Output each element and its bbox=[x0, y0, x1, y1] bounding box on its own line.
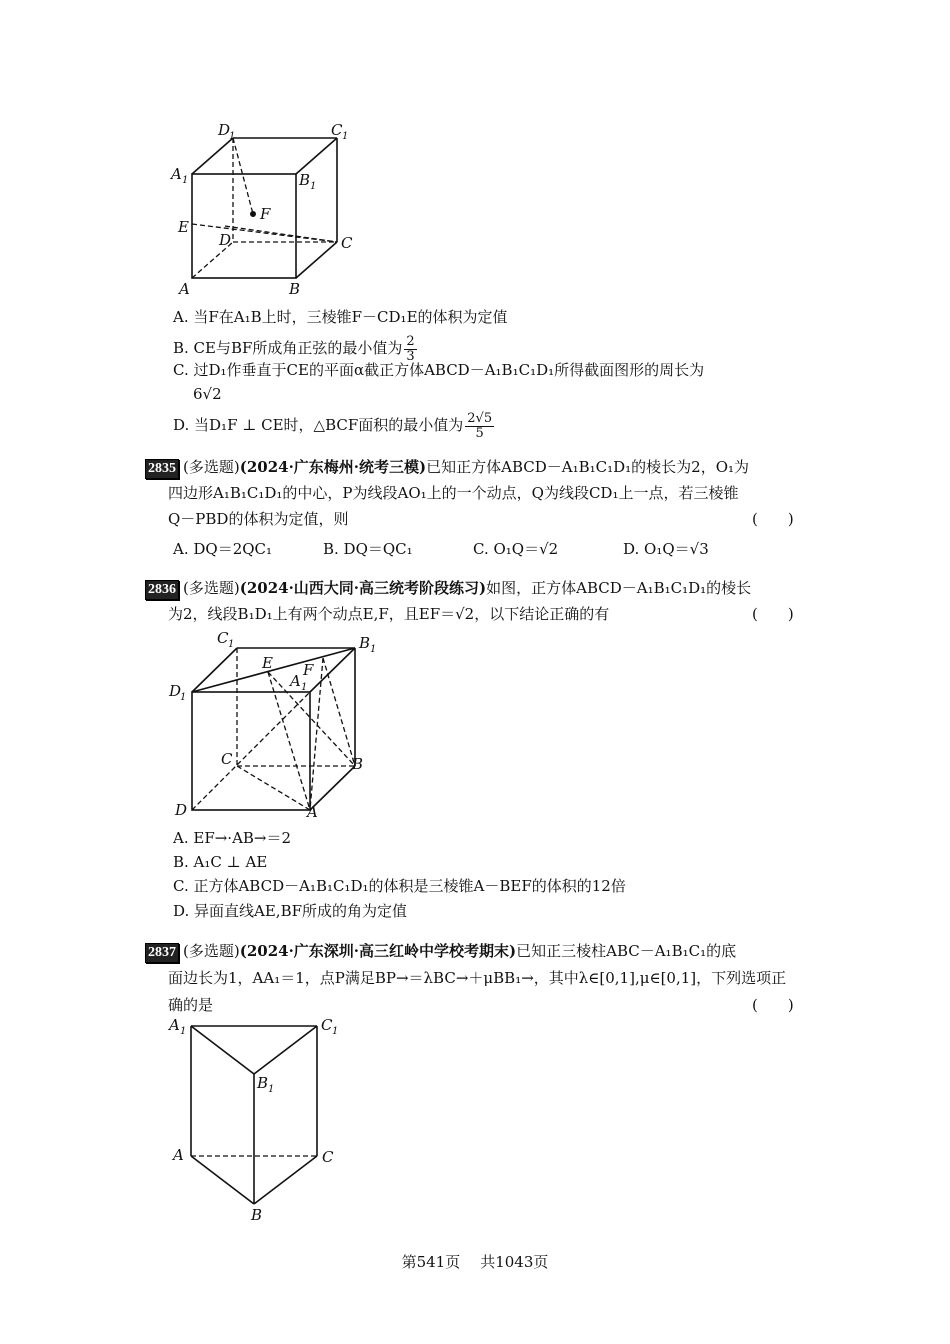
label-c1-sub: 1 bbox=[228, 639, 235, 650]
frac-num: 2 bbox=[406, 333, 415, 349]
question-source: (2024·山西大同·高三统考阶段练习) bbox=[239, 579, 487, 597]
label-f: F bbox=[260, 205, 271, 223]
label-a1: A bbox=[290, 672, 301, 690]
label-d: D bbox=[219, 231, 232, 249]
figure-prism bbox=[165, 1014, 355, 1224]
question-source: (2024·广东深圳·高三红岭中学校考期末) bbox=[239, 942, 517, 960]
label-c1-sub: 1 bbox=[332, 1026, 339, 1037]
label-b1: B bbox=[257, 1074, 269, 1092]
label-b1: B bbox=[359, 634, 371, 652]
label-b: B bbox=[251, 1206, 263, 1224]
q2837-line-2: 面边长为1，AA₁＝1，点P满足BP→＝λBC→＋μBB₁→，其中λ∈[0,1],μ∈[0,1]，下列选项正 bbox=[168, 969, 787, 987]
q2834-option-c-cont: 6√2 bbox=[193, 385, 222, 403]
label-a: A bbox=[179, 280, 190, 298]
q2834-option-d-text: D. 当D₁F ⊥ CE时，△BCF面积的最小值为 bbox=[173, 416, 464, 434]
page-footer bbox=[0, 1251, 950, 1272]
label-b1-sub: 1 bbox=[268, 1084, 275, 1095]
label-c1: C bbox=[321, 1016, 333, 1034]
label-d1: D bbox=[169, 682, 182, 700]
label-a1-sub: 1 bbox=[180, 1026, 187, 1037]
label-d1: D bbox=[218, 121, 231, 139]
q2835-option-a: A. DQ＝2QC₁ bbox=[173, 540, 273, 558]
question-number-badge: 2835 bbox=[145, 459, 179, 479]
frac-den: 3 bbox=[406, 348, 415, 364]
label-d1-sub: 1 bbox=[229, 131, 236, 142]
question-text: 已知正方体ABCD－A₁B₁C₁D₁的棱长为2，O₁为 bbox=[426, 458, 750, 476]
q2836-option-c: C. 正方体ABCD－A₁B₁C₁D₁的体积是三棱锥A－BEF的体积的12倍 bbox=[173, 877, 626, 895]
fraction-2sqrt5-5 bbox=[465, 412, 494, 441]
q2836-option-b: B. A₁C ⊥ AE bbox=[173, 853, 268, 871]
q2834-option-a: A. 当F在A₁B上时，三棱锥F－CD₁E的体积为定值 bbox=[173, 308, 508, 326]
label-a1: A bbox=[169, 1016, 180, 1034]
label-c: C bbox=[221, 750, 233, 768]
label-b: B bbox=[352, 755, 364, 773]
label-c: C bbox=[322, 1148, 334, 1166]
label-e: E bbox=[178, 218, 189, 236]
q2835-line-1 bbox=[145, 457, 749, 479]
frac-num: 2√5 bbox=[467, 410, 493, 426]
question-number-badge: 2837 bbox=[145, 943, 179, 963]
q2836-option-a: A. EF→·AB→＝2 bbox=[173, 829, 292, 847]
q2837-line-1 bbox=[145, 941, 736, 963]
answer-blank: ( ) bbox=[752, 510, 794, 528]
label-b1-sub: 1 bbox=[310, 181, 317, 192]
q2834-option-c: C. 过D₁作垂直于CE的平面α截正方体ABCD－A₁B₁C₁D₁所得截面图形的周长为 bbox=[173, 361, 705, 379]
question-type: (多选题) bbox=[183, 942, 240, 960]
label-c1-sub: 1 bbox=[342, 131, 349, 142]
label-c1: C bbox=[217, 629, 229, 647]
question-text: 已知正三棱柱ABC－A₁B₁C₁的底 bbox=[516, 942, 737, 960]
question-text: 如图，正方体ABCD－A₁B₁C₁D₁的棱长 bbox=[486, 579, 752, 597]
label-b1: B bbox=[299, 171, 311, 189]
page-total: 共1043页 bbox=[480, 1253, 549, 1271]
label-b1-sub: 1 bbox=[370, 644, 377, 655]
answer-blank: ( ) bbox=[752, 605, 794, 623]
q2835-option-d: D. O₁Q＝√3 bbox=[623, 540, 709, 558]
q2836-line-2: 为2，线段B₁D₁上有两个动点E,F，且EF＝√2，以下结论正确的有 bbox=[168, 605, 610, 623]
q2834-option-d bbox=[173, 410, 494, 441]
q2834-option-b-text: B. CE与BF所成角正弦的最小值为 bbox=[173, 339, 403, 357]
question-type: (多选题) bbox=[183, 458, 240, 476]
label-a: A bbox=[173, 1146, 184, 1164]
frac-den: 5 bbox=[475, 425, 484, 441]
label-a1-sub: 1 bbox=[301, 682, 308, 693]
figure-cube-1 bbox=[165, 118, 365, 300]
label-b: B bbox=[289, 280, 301, 298]
q2836-line-1 bbox=[145, 578, 751, 600]
answer-blank: ( ) bbox=[752, 996, 794, 1014]
label-e: E bbox=[262, 654, 273, 672]
question-number-badge: 2836 bbox=[145, 580, 179, 600]
label-d1-sub: 1 bbox=[180, 692, 187, 703]
q2835-line-3: Q－PBD的体积为定值，则 bbox=[168, 510, 349, 528]
q2835-line-2: 四边形A₁B₁C₁D₁的中心，P为线段AO₁上的一个动点，Q为线段CD₁上一点，若三棱锥 bbox=[168, 484, 739, 502]
q2837-line-3: 确的是 bbox=[168, 996, 214, 1014]
page-number: 第541页 bbox=[401, 1253, 461, 1271]
label-d: D bbox=[175, 801, 188, 819]
label-a: A bbox=[307, 803, 318, 821]
question-type: (多选题) bbox=[183, 579, 240, 597]
label-c: C bbox=[341, 234, 353, 252]
label-c1: C bbox=[331, 121, 343, 139]
q2835-option-b: B. DQ＝QC₁ bbox=[323, 540, 413, 558]
question-source: (2024·广东梅州·统考三模) bbox=[239, 458, 427, 476]
label-a1-sub: 1 bbox=[182, 175, 189, 186]
point-f bbox=[250, 211, 256, 217]
label-a1: A bbox=[171, 165, 182, 183]
label-f: F bbox=[303, 661, 314, 679]
q2835-option-c: C. O₁Q＝√2 bbox=[473, 540, 559, 558]
figure-cube-2 bbox=[165, 626, 385, 822]
q2836-option-d: D. 异面直线AE,BF所成的角为定值 bbox=[173, 902, 408, 920]
